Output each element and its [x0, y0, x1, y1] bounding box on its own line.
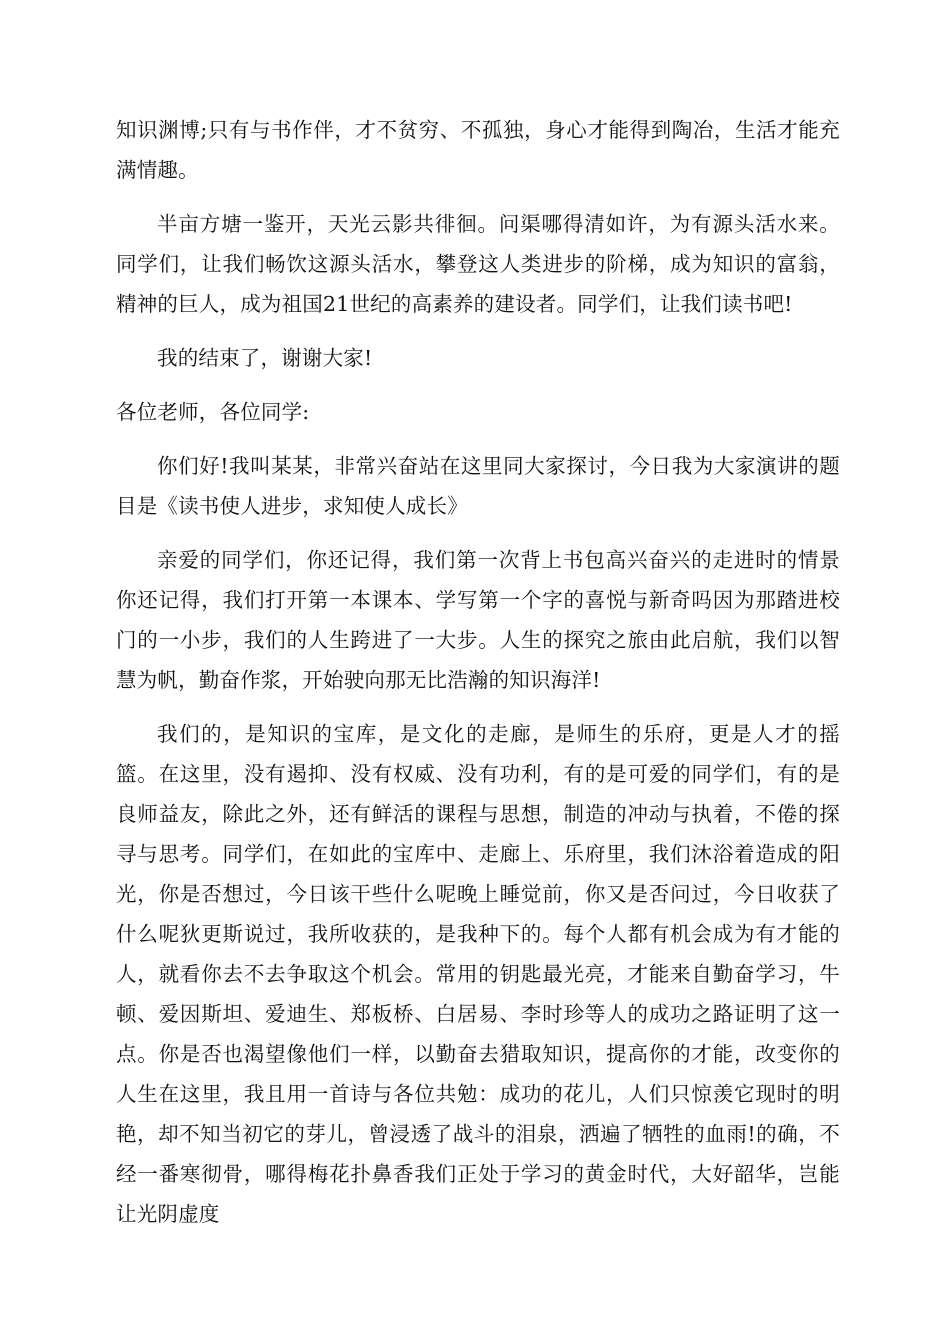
document-page [116, 110, 840, 1248]
paragraph-6: 亲爱的同学们，你还记得，我们第一次背上书包高兴奋兴的走进时的情景你还记得，我们打开第一本课本、学写第一个字的喜悦与新奇吗因为那踏进校门的一小步，我们的人生跨进了一大步。人生的探究之旅由此启航，我们以智慧为帆，勤奋作浆，开始驶向那无比浩瀚的知识海洋! [116, 548, 840, 692]
paragraph-2: 半亩方塘一鉴开，天光云影共徘徊。问渠哪得清如许，为有源头活水来。同学们，让我们畅饮这源头活水，攀登这人类进步的阶梯，成为知识的富翁，精神的巨人，成为祖国21世纪的高素养的建设者。同学们，让我们读书吧! [116, 212, 840, 316]
paragraph-3: 我的结束了，谢谢大家! [157, 346, 373, 370]
salutation: 各位老师，各位同学: [116, 400, 310, 424]
paragraph-7: 我们的，是知识的宝库，是文化的走廊，是师生的乐府，更是人才的摇篮。在这里，没有遏抑、没有权威、没有功利，有的是可爱的同学们，有的是良师益友，除此之外，还有鲜活的课程与思想，制造的冲动与执着，不倦的探寻与思考。同学们，在如此的宝库中、走廊上、乐府里，我们沐浴着造成的阳光，你是否想过，今日该干些什么呢晚上睡觉前，你又是否问过，今日收获了什么呢狄更斯说过，我所收获的，是我种下的。每个人都有机会成为有才能的人，就看你去不去争取这个机会。常用的钥匙最光亮，才能来自勤奋学习，牛顿、爱因斯坦、爱迪生、郑板桥、白居易、李时珍等人的成功之路证明了这一点。你是否也渴望像他们一样，以勤奋去猎取知识，提高你的才能，改变你的人生在这里，我且用一首诗与各位共勉：成功的花儿，人们只惊羡它现时的明艳，却不知当初它的芽儿，曾浸透了战斗的泪泉，洒遍了牺牲的血雨!的确，不经一番寒彻骨，哪得梅花扑鼻香我们正处于学习的黄金时代，大好韶华，岂能让光阴虚度 [116, 722, 840, 1226]
paragraph-5: 你们好!我叫某某，非常兴奋站在这里同大家探讨，今日我为大家演讲的题目是《读书使人进步，求知使人成长》 [116, 454, 840, 518]
paragraph-1: 知识渊博;只有与书作伴，才不贫穷、不孤独，身心才能得到陶冶，生活才能充满情趣。 [116, 118, 840, 182]
